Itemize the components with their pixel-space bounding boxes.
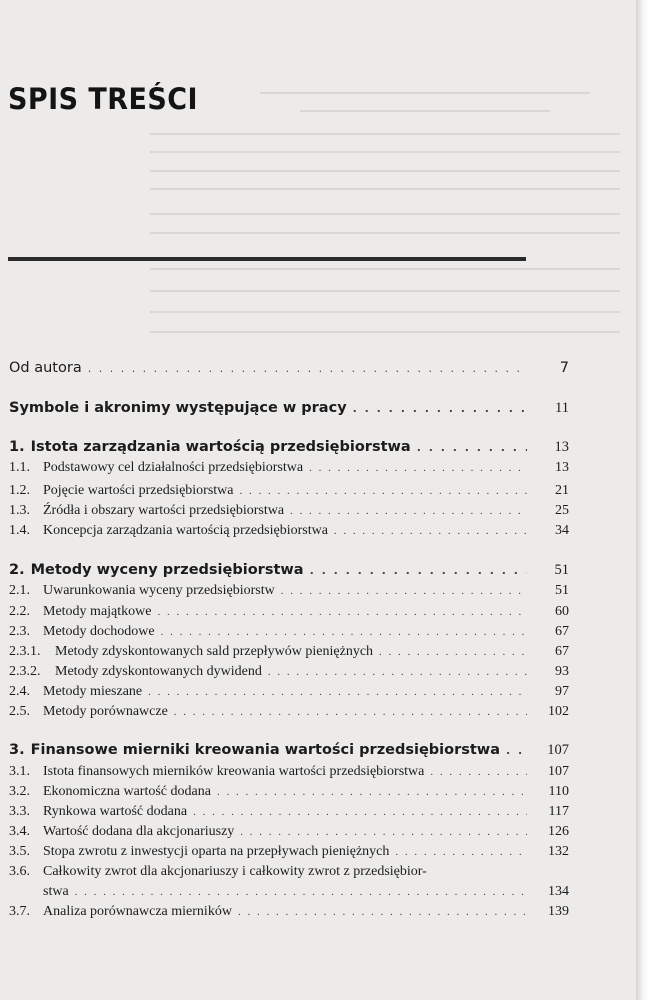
section-title: Metody zdyskontowanych sald przepływów pieniężnych [55, 644, 374, 659]
toc-entry-label: Od autora [9, 360, 82, 376]
section-title: Stopa zwrotu z inwestycji oparta na przepływach pieniężnych [43, 844, 390, 859]
chapter-title: Finansowe mierniki kreowania wartości przedsiębiorstwa [30, 742, 500, 758]
toc-entry-1-4[interactable] [9, 523, 569, 539]
toc-entry-page: 34 [555, 523, 569, 538]
section-number: 3.6. [9, 864, 30, 879]
toc-entry-3-5[interactable] [9, 844, 569, 860]
section-title: Podstawowy cel działalności przedsiębiorstwa [43, 460, 304, 475]
toc-entry-symbole[interactable] [9, 400, 569, 417]
section-number: 1.3. [9, 503, 30, 518]
section-number: 2.5. [9, 704, 30, 719]
toc-entry-page: 126 [548, 824, 569, 839]
toc-entry-page: 21 [555, 483, 569, 498]
section-title: Metody zdyskontowanych dywidend [55, 664, 262, 679]
section-title: Metody mieszane [43, 684, 143, 699]
dot-leader [157, 606, 527, 618]
section-title-continued: stwa [43, 884, 69, 899]
section-number: 2.3.1. [9, 644, 41, 659]
dot-leader [217, 786, 527, 798]
dot-leader [417, 441, 527, 454]
section-number: 3.1. [9, 764, 30, 779]
dot-leader [148, 686, 527, 698]
toc-entry-3-6[interactable] [9, 864, 569, 880]
toc-entry-label: Symbole i akronimy występujące w pracy [9, 400, 347, 416]
toc-entry-3-6-continued[interactable] [9, 884, 569, 900]
toc-chapter-label [9, 439, 411, 455]
section-title: Metody porównawcze [43, 704, 168, 719]
section-number: 2.3.2. [9, 664, 41, 679]
toc-entry-page: 139 [548, 904, 569, 919]
page-edge [636, 0, 649, 1000]
toc-entry-2-5[interactable] [9, 704, 569, 720]
toc-entry-2-4[interactable] [9, 684, 569, 700]
toc-entry-2-3[interactable] [9, 624, 569, 640]
chapter-title: Metody wyceny przedsiębiorstwa [30, 562, 304, 578]
toc-entry-od-autora[interactable] [9, 360, 569, 376]
section-number: 3.5. [9, 844, 30, 859]
toc-entry-page: 97 [555, 684, 569, 699]
dot-leader [240, 826, 527, 838]
toc-entry-page: 110 [548, 784, 569, 799]
toc-entry-page: 134 [548, 884, 569, 899]
toc-entry-page: 117 [548, 804, 569, 819]
section-number: 1.4. [9, 523, 30, 538]
toc-entry-page: 107 [548, 764, 569, 779]
dot-leader [238, 906, 527, 918]
section-title: Uwarunkowania wyceny przedsiębiorstw [43, 583, 275, 598]
section-title: Całkowity zwrot dla akcjonariuszy i całkowity zwrot z przedsiębior- [43, 864, 427, 879]
toc-entry-page: 132 [548, 844, 569, 859]
toc-chapter-label [9, 562, 304, 578]
section-number: 2.3. [9, 624, 30, 639]
toc-entry-2-3-1[interactable] [9, 644, 569, 660]
toc-entry-3-7[interactable] [9, 904, 569, 920]
dot-leader [281, 585, 527, 597]
toc-entry-3-1[interactable] [9, 764, 569, 780]
toc-entry-page: 93 [555, 664, 569, 679]
toc-entry-page: 7 [559, 360, 569, 376]
section-number: 1.2. [9, 483, 30, 498]
section-title: Analiza porównawcza mierników [43, 904, 232, 919]
section-number: 2.2. [9, 604, 30, 619]
section-number: 1.1. [9, 460, 30, 475]
toc-entry-3-2[interactable] [9, 784, 569, 800]
toc-chapter-label [9, 742, 500, 758]
toc-entry-2-2[interactable] [9, 604, 569, 620]
title-rule [8, 257, 526, 261]
dot-leader [161, 626, 527, 638]
toc-entry-page: 67 [555, 644, 569, 659]
section-number: 3.7. [9, 904, 30, 919]
chapter-number: 2. [9, 562, 25, 578]
toc-entry-2-3-2[interactable] [9, 664, 569, 680]
dot-leader [309, 462, 527, 474]
dot-leader [430, 766, 527, 778]
toc-entry-page: 51 [555, 583, 569, 598]
dot-leader [310, 564, 527, 577]
dot-leader [506, 744, 527, 757]
toc-entry-page: 13 [555, 460, 569, 475]
dot-leader [395, 846, 527, 858]
toc-chapter-1[interactable] [9, 439, 569, 456]
bleed-through-text [0, 0, 636, 340]
dot-leader [379, 646, 527, 658]
toc-entry-page: 60 [555, 604, 569, 619]
page-title: SPIS TREŚCI [8, 82, 198, 116]
toc-entry-3-4[interactable] [9, 824, 569, 840]
section-title: Pojęcie wartości przedsiębiorstwa [43, 483, 234, 498]
toc-entry-page: 25 [555, 503, 569, 518]
toc-entry-page: 107 [547, 742, 569, 758]
toc-chapter-3[interactable] [9, 742, 569, 759]
section-number: 3.2. [9, 784, 30, 799]
toc-entry-page: 11 [555, 400, 569, 416]
toc-entry-page: 102 [548, 704, 569, 719]
section-title: Ekonomiczna wartość dodana [43, 784, 211, 799]
toc-entry-page: 13 [554, 439, 569, 455]
dot-leader [193, 806, 527, 818]
section-title: Rynkowa wartość dodana [43, 804, 188, 819]
section-title: Istota finansowych mierników kreowania wartości przedsiębiorstwa [43, 764, 425, 779]
dot-leader [268, 666, 527, 678]
section-title: Wartość dodana dla akcjonariuszy [43, 824, 235, 839]
section-title: Źródła i obszary wartości przedsiębiorstwa [43, 503, 285, 518]
dot-leader [353, 402, 527, 415]
section-title: Koncepcja zarządzania wartością przedsiębiorstwa [43, 523, 328, 538]
toc-entry-page: 51 [554, 562, 569, 578]
dot-leader [334, 525, 527, 537]
chapter-title: Istota zarządzania wartością przedsiębiorstwa [30, 439, 411, 455]
dot-leader [88, 362, 527, 375]
toc-entry-2-1[interactable] [9, 583, 569, 599]
toc-entry-1-3[interactable] [9, 503, 569, 519]
section-number: 2.1. [9, 583, 30, 598]
dot-leader [174, 706, 527, 718]
section-title: Metody majątkowe [43, 604, 152, 619]
toc-entry-1-1[interactable] [9, 460, 569, 476]
dot-leader [240, 485, 528, 497]
toc-entry-page: 67 [555, 624, 569, 639]
section-number: 2.4. [9, 684, 30, 699]
dot-leader [75, 886, 527, 898]
toc-entry-1-2[interactable] [9, 483, 569, 499]
section-number: 3.4. [9, 824, 30, 839]
toc-entry-3-3[interactable] [9, 804, 569, 820]
dot-leader [290, 505, 527, 517]
section-number: 3.3. [9, 804, 30, 819]
toc-chapter-2[interactable] [9, 562, 569, 579]
chapter-number: 3. [9, 742, 25, 758]
section-title: Metody dochodowe [43, 624, 155, 639]
chapter-number: 1. [9, 439, 25, 455]
